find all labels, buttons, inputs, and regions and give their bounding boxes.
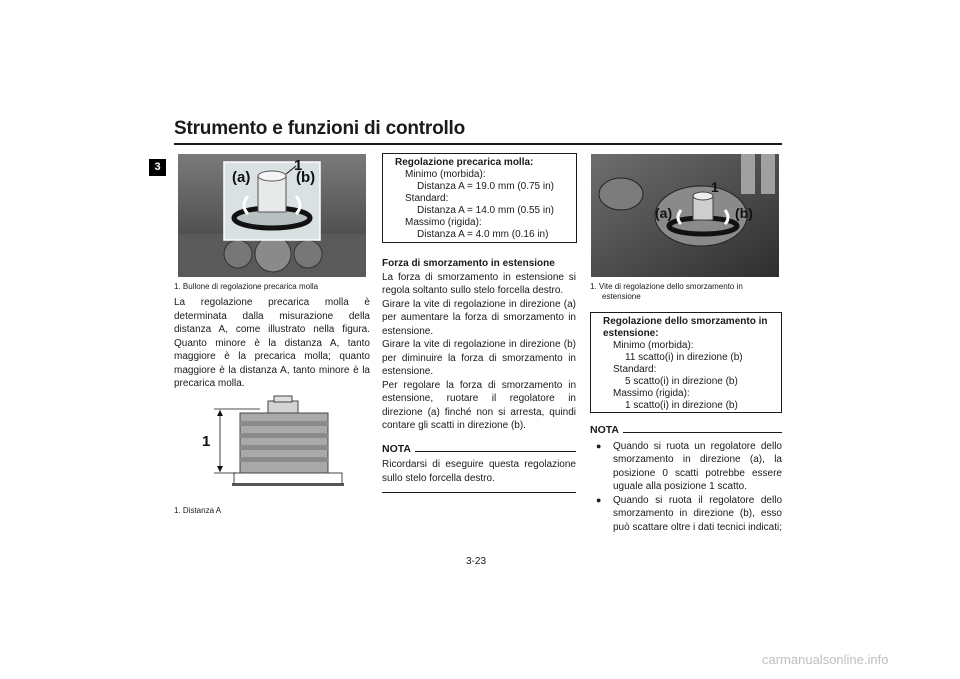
spec-preload-min-value: Distanza A = 19.0 mm (0.75 in)	[417, 181, 555, 192]
nota2-label: NOTA	[590, 424, 619, 436]
spec-preload-min-label: Minimo (morbida):	[405, 169, 486, 180]
spec-preload-std-value: Distanza A = 14.0 mm (0.55 in)	[417, 205, 555, 216]
page-title: Strumento e funzioni di controllo	[174, 118, 466, 139]
nota1-header	[382, 443, 576, 457]
title-rule	[174, 143, 782, 145]
figure3-caption	[590, 282, 785, 302]
figure3-label-1: 1	[711, 179, 719, 195]
figure3-label-a: (a)	[655, 205, 673, 221]
bullet-icon: ●	[596, 494, 602, 505]
chapter-tab: 3	[149, 159, 166, 176]
figure-preload-bolt	[178, 154, 366, 277]
figure2-label-1: 1	[202, 433, 211, 450]
page-number: 3-23	[466, 556, 487, 567]
spec-rebound-min-label: Minimo (morbida):	[613, 340, 694, 351]
spec-rebound-max-value: 1 scatto(i) in direzione (b)	[625, 400, 738, 411]
spec-rebound-std-label: Standard:	[613, 364, 657, 375]
spec-box-rebound	[590, 312, 782, 413]
figure3-caption-line2: estensione	[602, 292, 641, 301]
nota1-label: NOTA	[382, 442, 411, 455]
figure3-label-b: (b)	[735, 205, 753, 221]
spec-preload-std-label: Standard:	[405, 193, 449, 204]
rebound-paragraph-1: La forza di smorzamento in estensione si regola soltanto sullo stelo forcella destro.	[382, 271, 576, 296]
distance-a-illustration	[200, 393, 350, 493]
rebound-paragraph-4: Per regolare la forza di smorzamento in estensione, ruotare il regolatore in direzione (a) finché non si arresta, quindi contare gli scatti in direzione (b).	[382, 379, 576, 431]
bullet-icon: ●	[596, 440, 602, 451]
nota2-bullet-1: ● Quando si ruota un regolatore dello smorzamento in direzione (a), la posizione 0 scatti potrebbe essere uguale alla posizione 1 scatto.	[596, 440, 782, 492]
spec-rebound-min-value: 11 scatto(i) in direzione (b)	[625, 352, 743, 363]
spec-rebound-std-value: 5 scatto(i) in direzione (b)	[625, 376, 738, 387]
rebound-heading: Forza di smorzamento in estensione	[382, 258, 555, 269]
nota2-section	[590, 424, 782, 534]
figure2-caption: 1. Distanza A	[174, 506, 222, 515]
nota2-bullet-2: ● Quando si ruota il regolatore dello smorzamento in direzione (b), esso può scattare oltre i dati tecnici indicati;	[596, 494, 782, 533]
figure3-caption-line1: 1. Vite di regolazione dello smorzamento in	[590, 282, 743, 291]
rebound-paragraph-2: Girare la vite di regolazione in direzione (a) per aumentare la forza di smorzamento in estensione.	[382, 298, 576, 337]
watermark: carmanualsonline.info	[762, 652, 889, 667]
intro-paragraph: La regolazione precarica molla è determinata dalla misurazione della distanza A, come illustrato nella figura. Quanto minore è la distanza A, tanto maggiore è la precarica molla; quanto maggiore è la distanza A, tanto minore è la precarica molla.	[174, 297, 370, 389]
preload-bolt-illustration	[178, 154, 366, 277]
rebound-paragraph-3: Girare la vite di regolazione in direzione (b) per diminuire la forza di smorzamento in estensione.	[382, 339, 576, 377]
figure1-label-1: 1	[294, 157, 303, 174]
nota2-header	[590, 424, 782, 438]
spec-preload-max-label: Massimo (rigida):	[405, 217, 482, 228]
spec-preload-title: Regolazione precarica molla:	[395, 157, 534, 168]
nota1-end-rule	[382, 492, 576, 493]
spec-box-preload	[382, 153, 577, 243]
figure1-label-a: (a)	[232, 169, 251, 186]
spec-rebound-title-line1: Regolazione dello smorzamento in	[603, 316, 768, 327]
figure1-caption: 1. Bullone di regolazione precarica molla	[174, 282, 319, 291]
figure-distance-a	[200, 393, 350, 493]
spec-rebound-title-line2: estensione:	[603, 328, 659, 339]
spec-preload-max-value: Distanza A = 4.0 mm (0.16 in)	[417, 229, 549, 240]
rebound-section	[382, 257, 576, 493]
spec-rebound-max-label: Massimo (rigida):	[613, 388, 690, 399]
rebound-screw-illustration	[591, 154, 779, 277]
nota1-text: Ricordarsi di eseguire questa regolazione sullo stelo forcella destro.	[382, 459, 576, 484]
figure-rebound-screw	[591, 154, 779, 277]
figure1-label-b: (b)	[296, 169, 316, 186]
